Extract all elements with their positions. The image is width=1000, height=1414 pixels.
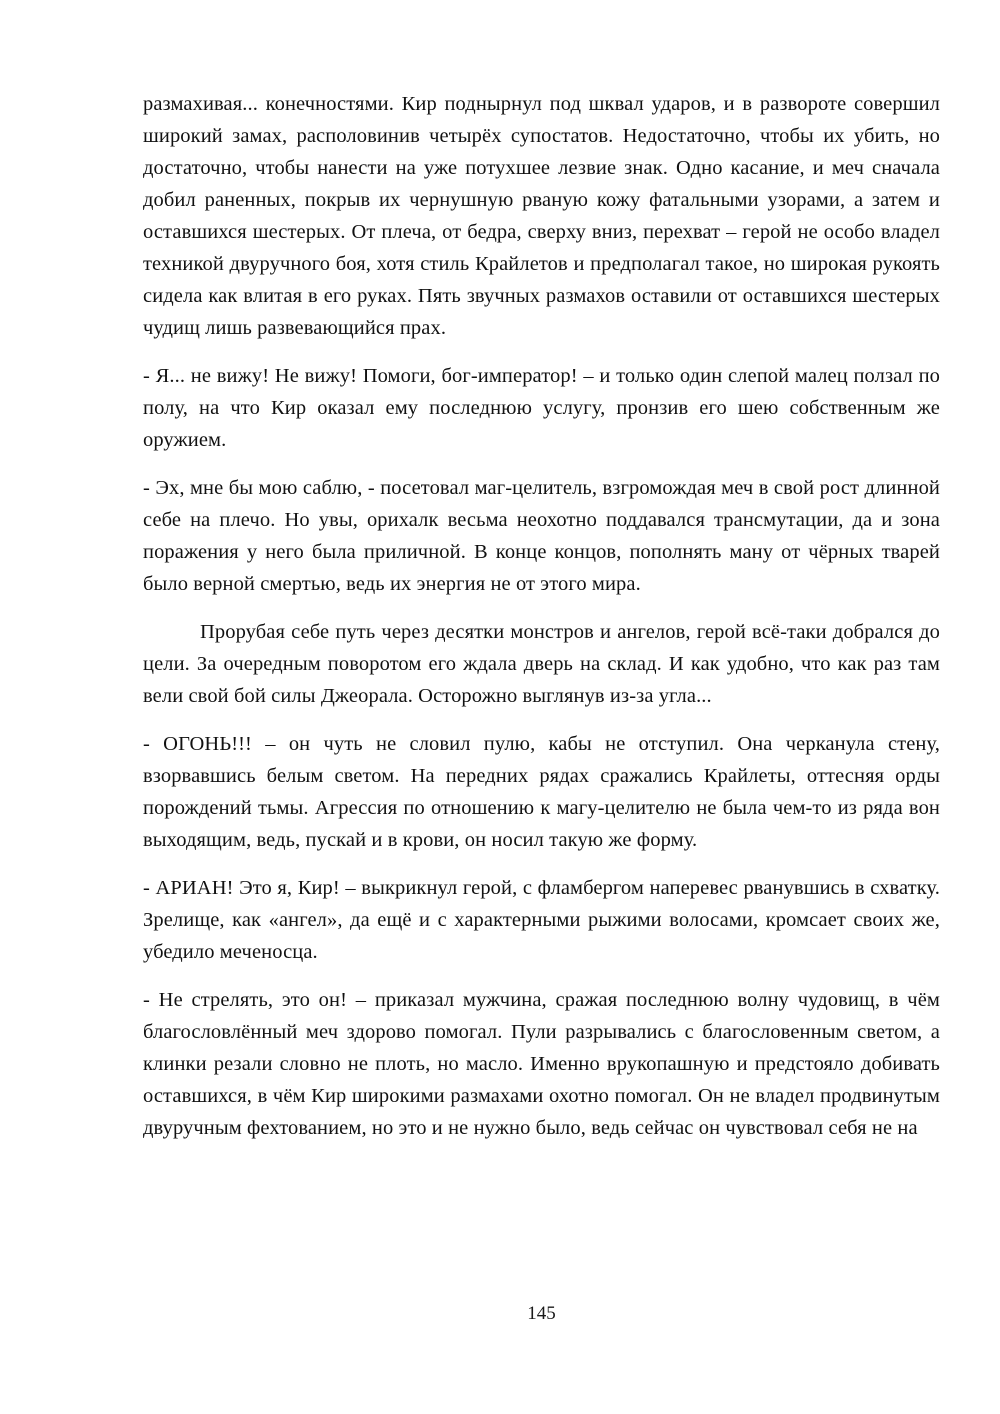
- body-paragraph: - ОГОНЬ!!! – он чуть не словил пулю, кабы не отступил. Она черканула стену, взорвавшись белым светом. На передних рядах сражались Крайлеты, оттесняя орды порождений тьмы. Агрессия по отношению к магу-целителю не была чем-то из ряда вон выходящим, ведь, пускай и в крови, он носил такую же форму.: [143, 733, 940, 851]
- body-paragraph: - АРИАН! Это я, Кир! – выкрикнул герой, с фламбергом наперевес рванувшись в схватку. Зрелище, как «ангел», да ещё и с характерными рыжими волосами, кромсает своих же, убедило меченосца.: [143, 877, 940, 963]
- body-paragraph: размахивая... конечностями. Кир поднырнул под шквал ударов, и в развороте совершил широкий замах, располовинив четырёх супостатов. Недостаточно, чтобы их убить, но достаточно, чтобы нанести на уже потухшее лезвие знак. Одно касание, и меч сначала добил раненных, покрыв их чернушную рваную кожу фатальными узорами, а затем и оставшихся шестерых. От плеча, от бедра, сверху вниз, перехват – герой не особо владел техникой двуручного боя, хотя стиль Крайлетов и предполагал такое, но широкая рукоять сидела как влитая в его руках. Пять звучных размахов оставили от оставшихся шестерых чудищ лишь развевающийся прах.: [143, 93, 940, 339]
- page-text-block: [143, 88, 940, 1160]
- page-number: 145: [527, 1303, 556, 1324]
- body-paragraph: Прорубая себе путь через десятки монстров и ангелов, герой всё-таки добрался до цели. За очередным поворотом его ждала дверь на склад. И как удобно, что как раз там вели свой бой силы Джеорала. Осторожно выглянув из-за угла...: [143, 621, 940, 707]
- body-paragraph: - Я... не вижу! Не вижу! Помоги, бог-император! – и только один слепой малец ползал по полу, на что Кир оказал ему последнюю услугу, пронзив его шею собственным же оружием.: [143, 365, 940, 451]
- body-paragraph: - Эх, мне бы мою саблю, - посетовал маг-целитель, взгромождая меч в свой рост длинной себе на плечо. Но увы, орихалк весьма неохотно поддавался трансмутации, да и зона поражения у него была приличной. В конце концов, пополнять ману от чёрных тварей было верной смертью, ведь их энергия не от этого мира.: [143, 477, 940, 595]
- body-paragraph: - Не стрелять, это он! – приказал мужчина, сражая последнюю волну чудовищ, в чём благословлённый меч здорово помогал. Пули разрывались с благословенным светом, а клинки резали словно не плоть, но масло. Именно врукопашную и предстояло добивать оставшихся, в чём Кир широкими размахами охотно помогал. Он не владел продвинутым двуручным фехтованием, но это и не нужно было, ведь сейчас он чувствовал себя не на: [143, 989, 940, 1139]
